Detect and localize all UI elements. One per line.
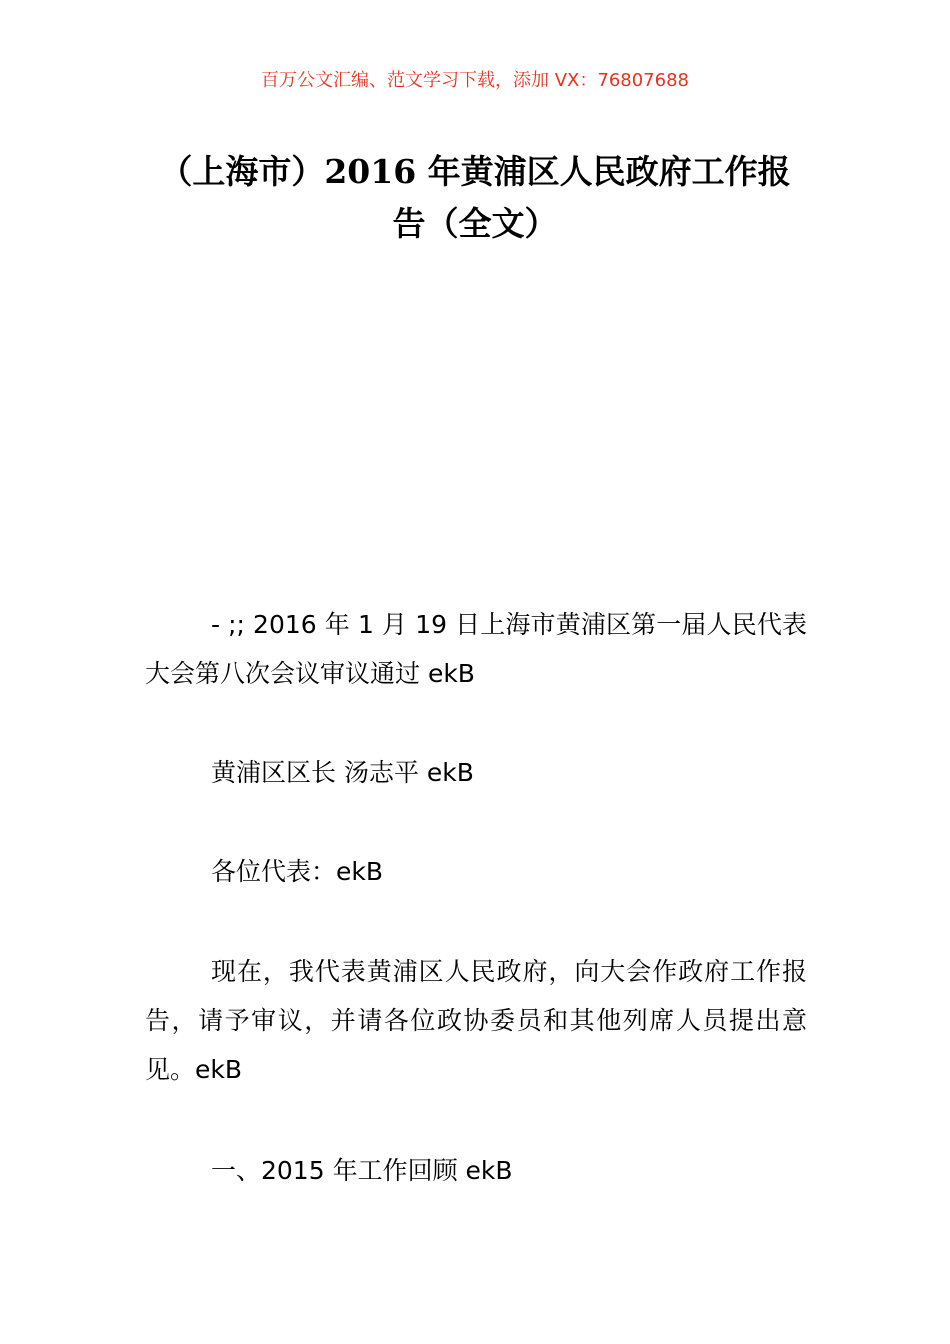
paragraph-approval-note: - ;; 2016 年 1 月 19 日上海市黄浦区第一届人民代表大会第八次会议审议通过 ekB (145, 610, 807, 688)
paragraph-author: 黄浦区区长 汤志平 ekB (211, 758, 474, 787)
document-title: （上海市）2016 年黄浦区人民政府工作报告（全文） (159, 152, 791, 243)
paragraph-intro: 现在，我代表黄浦区人民政府，向大会作政府工作报告，请予审议，并请各位政协委员和其他列席人员提出意见。ekB (145, 957, 807, 1084)
section-heading-2015-review: 一、2015 年工作回顾 ekB (211, 1156, 513, 1185)
header-promo-note: 百万公文汇编、范文学习下载，添加 VX：76807688 (261, 70, 689, 91)
paragraph-salutation: 各位代表：ekB (211, 857, 384, 886)
